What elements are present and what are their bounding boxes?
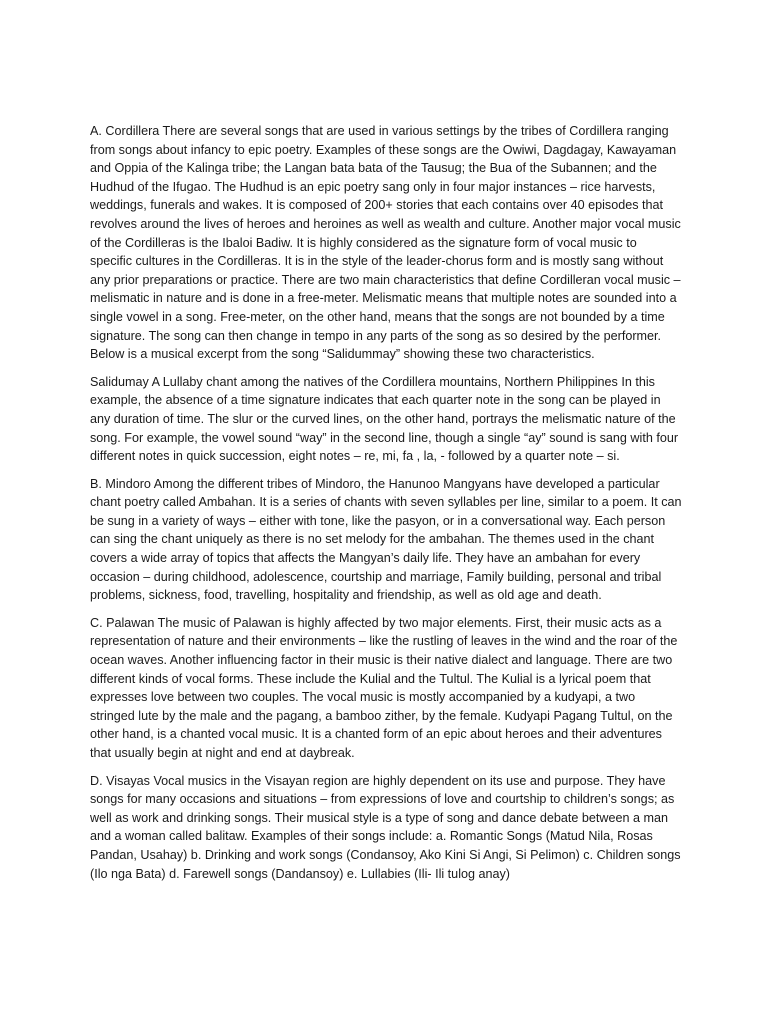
paragraph-cordillera: A. Cordillera There are several songs that are used in various settings by the tribes of Cordillera ranging from songs about infancy to epic poetry. Examples of these songs are the Owiwi, Dagdagay, Kawayaman and Oppia of the Kalinga tribe; the Langan bata bata of the Tausug; the Bua of the Subannen; and the Hudhud of the Ifugao. The Hudhud is an epic poetry sang only in four major instances – rice harvests, weddings, funerals and wakes. It is composed of 200+ stories that each contains over 40 episodes that revolves around the lives of heroes and heroines as well as wealth and culture. Another major vocal music of the Cordilleras is the Ibaloi Badiw. It is highly considered as the signature form of vocal music to specific cultures in the Cordilleras. It is in the style of the leader-chorus form and is mostly sang without any prior preparations or practice. There are two main characteristics that define Cordilleran vocal music – melismatic in nature and is done in a free-meter. Melismatic means that multiple notes are sounded into a single vowel in a song. Free-meter, on the other hand, means that the songs are not bounded by a time signature. The song can then change in tempo in any parts of the song as so desired by the performer. Below is a musical excerpt from the song “Salidummay” showing these two characteristics. <box>90 124 681 362</box>
paragraph-visayas: D. Visayas Vocal musics in the Visayan region are highly dependent on its use and purpose. They have songs for many occasions and situations – from expressions of love and courtship to children’s songs; as well as work and drinking songs. Their musical style is a type of song and dance debate between a man and a woman called balitaw. Examples of their songs include: a. Romantic Songs (Matud Nila, Rosas Pandan, Usahay) b. Drinking and work songs (Condansoy, Ako Kini Si Angi, Si Pelimon) c. Children songs (Ilo nga Bata) d. Farewell songs (Dandansoy) e. Lullabies (Ili- Ili tulog anay) <box>90 773 681 881</box>
document-page <box>90 122 682 892</box>
paragraph-mindoro: B. Mindoro Among the different tribes of Mindoro, the Hanunoo Mangyans have developed a particular chant poetry called Ambahan. It is a series of chants with seven syllables per line, similar to a poem. It can be sung in a variety of ways – either with tone, like the pasyon, or in a conversational way. Each person can sing the chant uniquely as there is no set melody for the ambahan. The themes used in the chant covers a wide array of topics that affects the Mangyan’s daily life. They have an ambahan for every occasion – during childhood, adolescence, courtship and marriage, Family building, personal and tribal problems, sickness, food, travelling, hospitality and friendship, as well as old age and death. <box>90 476 682 603</box>
paragraph-salidumay: Salidumay A Lullaby chant among the natives of the Cordillera mountains, Northern Philippines In this example, the absence of a time signature indicates that each quarter note in the song can be played in any duration of time. The slur or the curved lines, on the other hand, portrays the melismatic nature of the song. For example, the vowel sound “way” in the second line, though a single “ay” sound is sang with four different notes in quick succession, eight notes – re, mi, fa , la, - followed by a quarter note – si. <box>90 374 679 464</box>
paragraph-palawan: C. Palawan The music of Palawan is highly affected by two major elements. First, their music acts as a representation of nature and their environments – like the rustling of leaves in the wind and the roar of the ocean waves. Another influencing factor in their music is their native dialect and language. There are two different kinds of vocal forms. These include the Kulial and the Tultul. The Kulial is a lyrical poem that expresses love between two couples. The vocal music is mostly accompanied by a kudyapi, a two stringed lute by the male and the pagang, a bamboo zither, by the female. Kudyapi Pagang Tultul, on the other hand, is a chanted vocal music. It is a chanted form of an epic about heroes and their adventures that usually begin at night and end at daybreak. <box>90 615 678 760</box>
